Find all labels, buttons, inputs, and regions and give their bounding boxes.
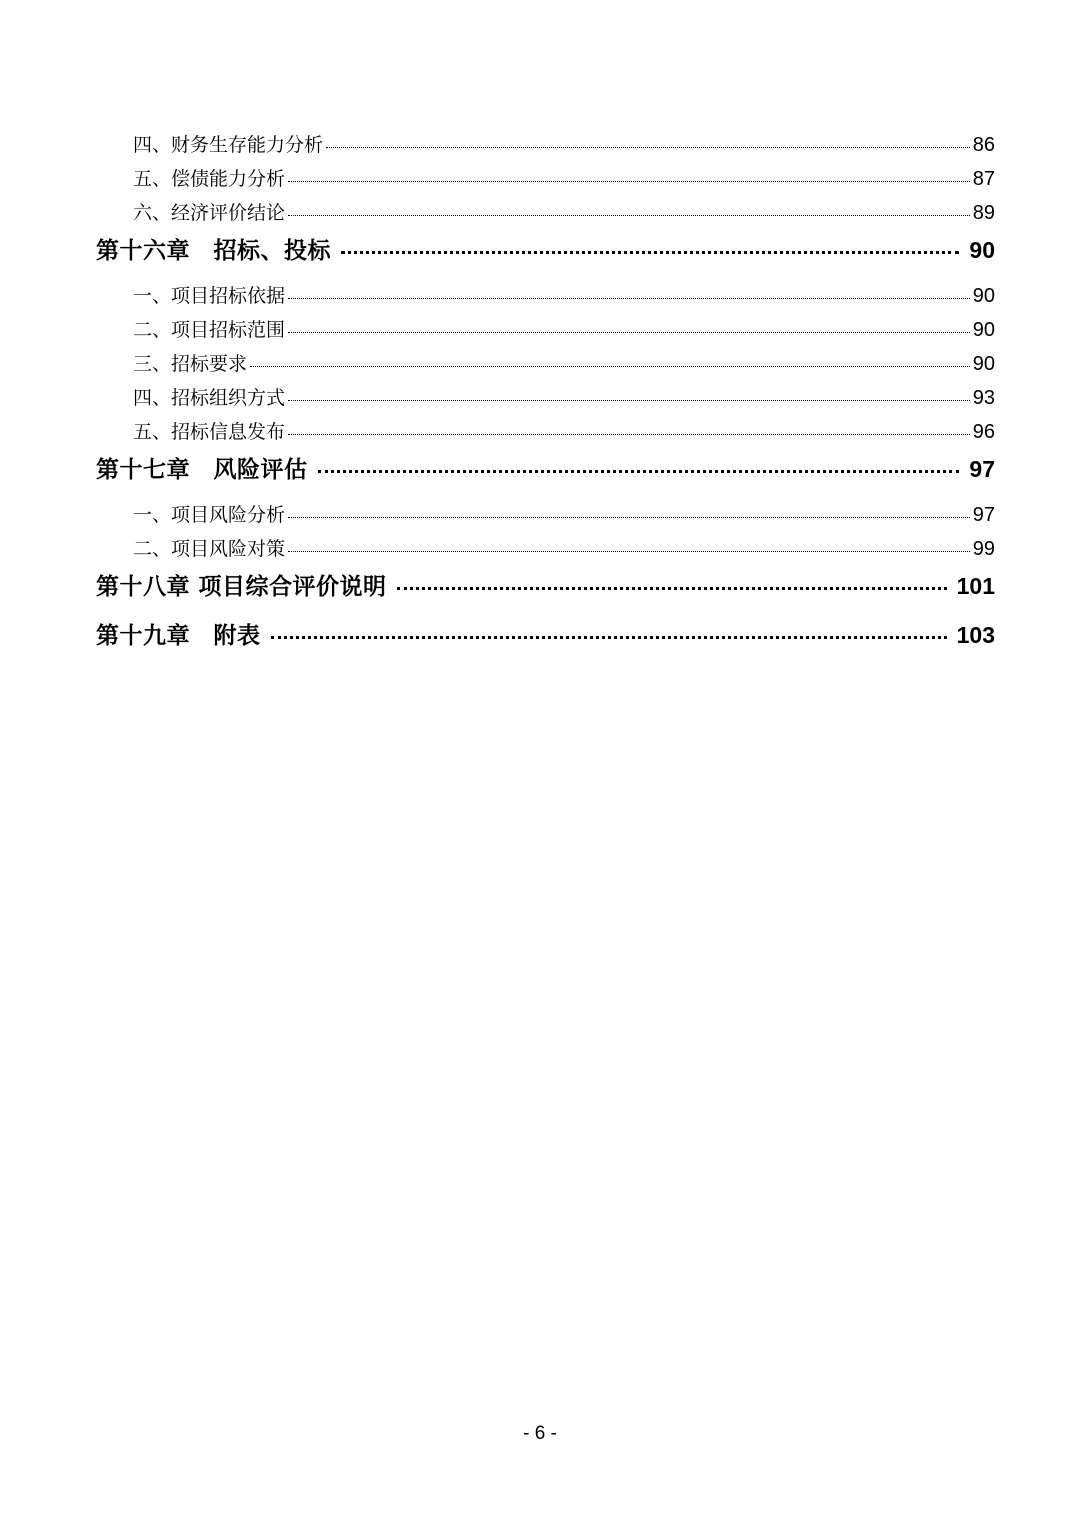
toc-dot-leader [288, 433, 970, 435]
toc-dot-leader [288, 297, 970, 299]
toc-dot-leader [271, 635, 947, 639]
toc-entry-page: 99 [972, 538, 995, 560]
toc-entry[interactable] [133, 281, 995, 308]
toc-entry[interactable] [133, 500, 995, 527]
toc-entry[interactable] [133, 198, 995, 225]
toc-entry-page: 86 [972, 134, 995, 156]
toc-entry[interactable] [133, 383, 995, 410]
toc-chapter-title: 第十八章 项目综合评价说明 [96, 574, 387, 600]
toc-entry[interactable] [133, 534, 995, 561]
toc-dot-leader [288, 399, 970, 401]
toc-entry[interactable] [133, 164, 995, 191]
toc-chapter-title: 第十六章 招标、投标 [96, 238, 331, 264]
toc-dot-leader [250, 365, 970, 367]
toc-entry-title: 四、财务生存能力分析 [133, 134, 324, 156]
toc-dot-leader [288, 516, 970, 518]
toc-entry-page: 89 [972, 202, 995, 224]
page-number-footer: - 6 - [523, 1423, 557, 1444]
toc-chapter-entry[interactable] [96, 451, 995, 484]
toc-entry-title: 一、项目招标依据 [133, 285, 286, 307]
toc-dot-leader [397, 586, 947, 590]
toc-dot-leader [341, 250, 959, 254]
toc-entry-title: 一、项目风险分析 [133, 504, 286, 526]
toc-chapter-page: 103 [956, 622, 995, 648]
toc-entry-title: 二、项目风险对策 [133, 538, 286, 560]
toc-entry-title: 五、招标信息发布 [133, 421, 286, 443]
toc-chapter-page: 101 [956, 573, 995, 599]
toc-chapter-title: 第十七章 风险评估 [96, 457, 308, 483]
toc-chapter-entry[interactable] [96, 617, 995, 650]
toc-entry-page: 96 [972, 421, 995, 443]
toc-entry[interactable] [133, 315, 995, 342]
toc-dot-leader [288, 214, 970, 216]
toc-entry-title: 六、经济评价结论 [133, 202, 286, 224]
toc-entry-title: 五、偿债能力分析 [133, 168, 286, 190]
toc-dot-leader [326, 146, 970, 148]
toc-entry-title: 三、招标要求 [133, 353, 248, 375]
toc-entry-page: 90 [972, 285, 995, 307]
toc-chapter-page: 90 [969, 237, 995, 263]
toc-entry[interactable] [133, 349, 995, 376]
toc-entry-title: 四、招标组织方式 [133, 387, 286, 409]
toc-entry-page: 93 [972, 387, 995, 409]
toc-entry-title: 二、项目招标范围 [133, 319, 286, 341]
toc-chapter-entry[interactable] [96, 232, 995, 265]
toc-entry-page: 90 [972, 353, 995, 375]
toc-chapter-page: 97 [969, 456, 995, 482]
toc-entry-page: 90 [972, 319, 995, 341]
toc-chapter-title: 第十九章 附表 [96, 623, 261, 649]
toc-chapter-entry[interactable] [96, 568, 995, 601]
toc-entry-page: 87 [972, 168, 995, 190]
toc-dot-leader [288, 331, 970, 333]
toc-entry[interactable] [133, 417, 995, 444]
toc-dot-leader [288, 550, 970, 552]
toc-dot-leader [318, 469, 960, 473]
toc-entry[interactable] [133, 130, 995, 157]
toc-dot-leader [288, 180, 970, 182]
toc-entry-page: 97 [972, 504, 995, 526]
